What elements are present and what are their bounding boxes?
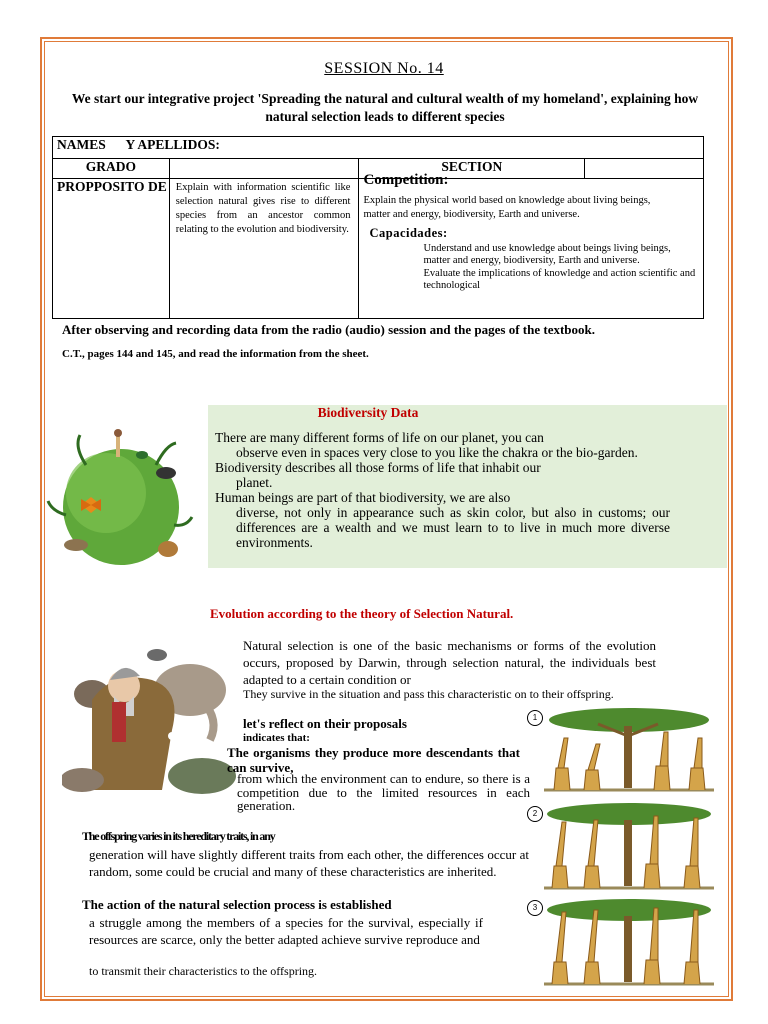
figure-number-2: 2 xyxy=(527,806,543,822)
evolution-title: Evolution according to the theory of Selection Natural. xyxy=(210,606,514,621)
biodiversity-list: There are many different forms of life on our planet, you can observe even in spaces very close to you like the chakra or the bio-garden. Biodiversity describes all those forms of life that inhabit our planet. Human beings are part of that biodiversity, we are also diverse, not only in appearance such as skin color, but also in customs; our differences are a wealth and we must learn to to live in much more diverse environments. xyxy=(215,430,670,550)
textbook-pages-text: C.T., pages 144 and 145, and read the information from the sheet. xyxy=(62,348,369,360)
purpose-text-cell xyxy=(169,179,359,319)
action-text: a struggle among the members of a species for the survival, especially if resources are scarce, only the better adapted achieve survive reproduce and xyxy=(89,915,483,947)
names-cell xyxy=(53,137,704,159)
grade-label: GRADO xyxy=(85,159,137,174)
giraffe-panel-1 xyxy=(544,706,714,794)
purpose-text: Explain with information scientific like selection natural gives rise to different species from an ancestor common relating to the evolution and biodiversity. xyxy=(175,182,351,235)
giraffe-panel-3 xyxy=(544,898,714,988)
competition-cell xyxy=(359,172,704,319)
offspring-heading: The offspring varies in its hereditary traits, in any xyxy=(82,829,275,843)
biodiversity-item-3: Human beings are part of that biodiversity, we are also xyxy=(215,490,511,505)
grade-cell xyxy=(53,159,170,179)
biodiversity-globe-illustration xyxy=(46,425,196,575)
evolution-text: Natural selection is one of the basic mechanisms or forms of the evolution occurs, proposed by Darwin, through selection natural, the individuals best adapted to a certain condition or xyxy=(243,638,656,687)
giraffe-panel-2 xyxy=(544,802,714,892)
action-heading: The action of the natural selection process is established xyxy=(82,897,392,912)
purpose-label-overlap: DE xyxy=(148,179,167,194)
evolution-text-last: They survive in the situation and pass this characteristic on to their offspring. xyxy=(243,687,614,701)
student-info-table xyxy=(52,136,704,319)
action-text-last: to transmit their characteristics to the offspring. xyxy=(89,964,318,978)
biodiversity-title: Biodiversity Data xyxy=(317,405,419,420)
organisms-text: from which the environment can to endure, so there is a competition due to the limited resources in each generation. xyxy=(237,771,530,813)
section-label: SECTION xyxy=(441,159,503,174)
grade-value-cell xyxy=(169,159,359,179)
competition-text: Explain the physical world based on knowledge about living beings, matter and energy, biodiversity, Earth and universe. xyxy=(363,195,651,220)
biodiversity-item-1: There are many different forms of life on our planet, you can xyxy=(215,430,544,445)
capacity-text-1: Understand and use knowledge about beings living beings, matter and energy, biodiversity, Earth and universe. xyxy=(423,243,671,266)
session-title: SESSION No. 14 xyxy=(324,60,444,77)
after-observing-text: After observing and recording data from the radio (audio) session and the pages of the textbook. xyxy=(62,322,596,337)
offspring-text: generation will have slightly different traits from each other, the differences occur at random, some could be crucial and many of these characteristics are inherited. xyxy=(89,847,529,879)
figure-number-1: 1 xyxy=(527,710,543,726)
competition-title: Competition: xyxy=(363,172,449,188)
capacities-title: Capacidades: xyxy=(369,226,448,240)
capacity-item-1 xyxy=(403,243,699,266)
darwin-illustration xyxy=(62,640,240,798)
names-label: NAMES Y APELLIDOS: xyxy=(57,137,220,152)
organisms-heading: The organisms they produce more descendants that can survive, xyxy=(227,745,520,775)
capacity-text-2: Evaluate the implications of knowledge and action scientific and technological xyxy=(423,268,696,291)
biodiversity-item-2: Biodiversity describes all those forms of life that inhabit our xyxy=(215,460,541,475)
bullet-icon xyxy=(403,243,423,266)
bullet-icon xyxy=(403,268,423,291)
capacity-item-2 xyxy=(403,268,699,291)
indicates-text: indicates that: xyxy=(243,732,310,744)
figure-number-3: 3 xyxy=(527,900,543,916)
reflect-heading: let's reflect on their proposals xyxy=(243,716,407,731)
purpose-label: PROPPOSITO xyxy=(57,179,145,194)
purpose-label-cell xyxy=(53,179,170,319)
intro-text: We start our integrative project 'Spreading the natural and cultural wealth of my homeland', explaining how natural selection leads to different species xyxy=(71,91,699,124)
